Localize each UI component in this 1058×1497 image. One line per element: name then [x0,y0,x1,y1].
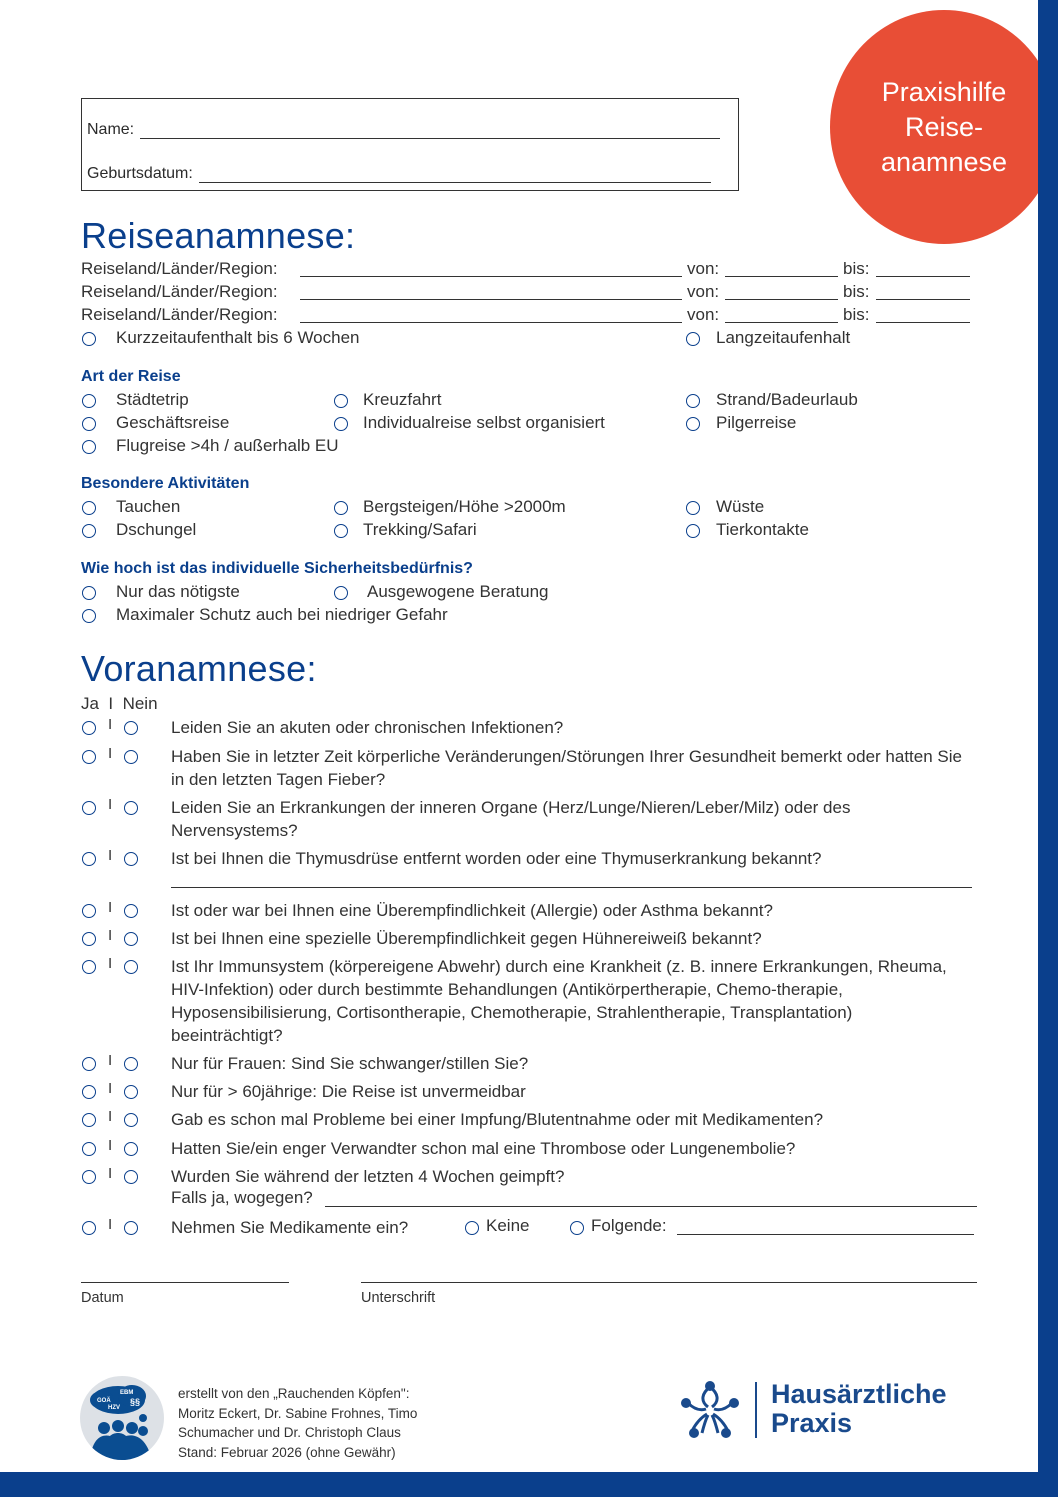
radio-no[interactable] [124,1113,138,1127]
separator: I [108,1108,113,1125]
question-text: Ist bei Ihnen die Thymusdrüse entfernt worden oder eine Thymuserkrankung bekannt? [171,849,822,868]
keine-label: Keine [486,1216,530,1235]
separator: I [108,927,113,944]
radio-ausgewogen[interactable] [334,586,348,600]
radio-noetigste[interactable] [82,586,96,600]
separator: I [108,1165,113,1182]
radio-kreuzfahrt[interactable] [334,394,348,408]
ja-nein-header: Ja I Nein [81,694,158,713]
question-text: Ist oder war bei Ihnen eine Überempfindlichkeit (Allergie) oder Asthma bekannt? [171,901,773,920]
reiseanamnese-heading: Reiseanamnese: [81,215,356,256]
credit-line: erstellt von den „Rauchenden Köpfen": [178,1386,410,1401]
dob-field[interactable] [199,168,711,183]
radio-yes[interactable] [82,721,96,735]
option-label: Bergsteigen/Höhe >2000m [363,497,566,516]
folgende-label: Folgende: [591,1216,667,1235]
radio-wueste[interactable] [686,501,700,515]
radio-pilgerreise[interactable] [686,417,700,431]
bis-field-1[interactable] [876,276,970,277]
radio-yes[interactable] [82,904,96,918]
separator: I [108,1137,113,1154]
brand-wordmark [771,1380,947,1438]
radio-no[interactable] [124,904,138,918]
svg-text:GOÄ: GOÄ [97,1398,111,1404]
medikamente-field[interactable] [677,1234,974,1235]
radio-trekking[interactable] [334,524,348,538]
art-der-reise-heading: Art der Reise [81,368,181,385]
bis-field-2[interactable] [876,299,970,300]
question-text: Nehmen Sie Medikamente ein? [171,1218,409,1237]
separator: I [108,1080,113,1097]
von-label: von: [687,282,720,301]
separator: I [108,899,113,916]
svg-text:§§: §§ [130,1397,141,1407]
badge-line: anamnese [880,146,1008,177]
question-text: Ist bei Ihnen eine spezielle Überempfindlichkeit gegen Hühnereiweiß bekannt? [171,929,762,948]
datum-field[interactable] [81,1282,289,1283]
rauchende-koepfe-logo [80,1376,164,1460]
option-label: Langzeitaufenhalt [716,328,851,347]
option-label: Maximaler Schutz auch bei niedriger Gefahr [116,605,448,624]
falls-ja-label: Falls ja, wogegen? [171,1188,313,1207]
question-text: Wurden Sie während der letzten 4 Wochen geimpft? [171,1167,565,1186]
option-label: Nur das nötigste [116,582,240,601]
bis-label: bis: [843,282,870,301]
radio-no[interactable] [124,852,138,866]
credit-line: Schumacher und Dr. Christoph Claus [178,1425,401,1440]
voranamnese-heading: Voranamnese: [81,648,317,689]
radio-individualreise[interactable] [334,417,348,431]
separator: I [108,796,113,813]
radio-no[interactable] [124,1057,138,1071]
radio-no[interactable] [124,721,138,735]
option-label: Kreuzfahrt [363,390,442,409]
separator: I [108,847,113,864]
region-field-3[interactable] [300,322,682,323]
separator: I [108,716,113,733]
von-label: von: [687,259,720,278]
thought-cloud-people-icon [80,1376,164,1460]
radio-yes[interactable] [82,1057,96,1071]
radio-yes[interactable] [82,960,96,974]
hausaerztliche-praxis-logo-icon [680,1381,740,1439]
dob-label: Geburtsdatum: [87,165,193,182]
credit-line: Moritz Eckert, Dr. Sabine Frohnes, Timo [178,1405,418,1421]
patient-id-box [81,98,739,191]
radio-yes[interactable] [82,1142,96,1156]
svg-text:HZV: HZV [108,1405,120,1411]
credits [178,1384,417,1462]
unterschrift-field[interactable] [361,1282,977,1283]
radio-yes[interactable] [82,852,96,866]
title-badge [830,10,1058,244]
option-label: Geschäftsreise [116,413,230,432]
badge-line: Praxishilfe [881,76,1007,107]
region-field-2[interactable] [300,299,682,300]
option-label: Kurzzeitaufenthalt bis 6 Wochen [116,328,360,347]
radio-langzeit[interactable] [686,332,700,346]
option-label: Individualreise selbst organisiert [363,413,605,432]
option-label: Strand/Badeurlaub [716,390,858,409]
radio-yes[interactable] [82,801,96,815]
radio-no[interactable] [124,932,138,946]
question-text: Leiden Sie an Erkrankungen der inneren Organe (Herz/Lunge/Nieren/Leber/Milz) oder des Nervensystems? [171,798,851,840]
region-field-1[interactable] [300,276,682,277]
radio-no[interactable] [124,1221,138,1235]
sicherheit-heading: Wie hoch ist das individuelle Sicherheitsbedürfnis? [81,560,473,577]
separator: I [108,1052,113,1069]
name-field[interactable] [140,124,720,139]
von-field-1[interactable] [725,276,838,277]
region-label: Reiseland/Länder/Region: [81,259,278,278]
radio-no[interactable] [124,801,138,815]
thymus-answer-field[interactable] [171,887,972,888]
question-text: Hatten Sie/ein enger Verwandter schon mal eine Thrombose oder Lungenembolie? [171,1139,796,1158]
option-label: Flugreise >4h / außerhalb EU [116,436,339,455]
radio-tauchen[interactable] [82,501,96,515]
region-label: Reiseland/Länder/Region: [81,282,278,301]
radio-strand[interactable] [686,394,700,408]
radio-yes[interactable] [82,1170,96,1184]
radio-no[interactable] [124,750,138,764]
radio-yes[interactable] [82,1113,96,1127]
radio-folgende[interactable] [570,1221,584,1235]
unterschrift-label: Unterschrift [361,1290,436,1306]
separator: I [108,1216,113,1233]
radio-flugreise[interactable] [82,440,96,454]
radio-no[interactable] [124,1170,138,1184]
option-label: Trekking/Safari [363,520,477,539]
radio-maximal[interactable] [82,609,96,623]
bis-label: bis: [843,259,870,278]
von-field-3[interactable] [725,322,838,323]
bottom-accent-bar [0,1472,1058,1497]
radio-yes[interactable] [82,932,96,946]
separator: I [108,745,113,762]
radio-dschungel[interactable] [82,524,96,538]
radio-no[interactable] [124,1142,138,1156]
question-text: Leiden Sie an akuten oder chronischen Infektionen? [171,718,564,737]
region-label: Reiseland/Länder/Region: [81,305,278,324]
datum-label: Datum [81,1290,124,1306]
question-text: Nur für > 60jährige: Die Reise ist unvermeidbar [171,1082,526,1101]
question-text: Ist Ihr Immunsystem (körpereigene Abwehr) durch eine Krankheit (z. B. innere Erkrankungen, Rheuma, HIV-Infektion) oder durch bestimmte Behandlungen (Antikörpertherapie, Chemo-therapie, Hyposensibilisierung, Cortisontherapie, Chemotherapie, Strahlentherapie, Transplantation) beeinträchtigt? [171,957,947,1045]
option-label: Städtetrip [116,390,189,409]
option-label: Tierkontakte [716,520,809,539]
question-text: Haben Sie in letzter Zeit körperliche Veränderungen/Störungen Ihrer Gesundheit bemerkt oder hatten Sie in den letzten Tagen Fieber? [171,747,962,789]
option-label: Tauchen [116,497,181,516]
radio-yes[interactable] [82,1085,96,1099]
brand-line: Hausärztliche [771,1379,947,1409]
name-row [87,121,720,139]
credit-line: Stand: Februar 2026 (ohne Gewähr) [178,1444,396,1460]
brand-divider [755,1382,757,1438]
radio-yes[interactable] [82,1221,96,1235]
von-label: von: [687,305,720,324]
dob-row [87,165,711,183]
bis-field-3[interactable] [876,322,970,323]
radio-kurzzeit[interactable] [82,332,96,346]
radio-tierkontakte[interactable] [686,524,700,538]
impfung-answer-field[interactable] [325,1206,977,1207]
question-text: Nur für Frauen: Sind Sie schwanger/stillen Sie? [171,1054,529,1073]
radio-bergsteigen[interactable] [334,501,348,515]
bis-label: bis: [843,305,870,324]
right-accent-bar [1038,0,1058,1497]
radio-staedtetrip[interactable] [82,394,96,408]
badge-line: Reise- [904,111,984,142]
option-label: Pilgerreise [716,413,797,432]
aktivitaeten-heading: Besondere Aktivitäten [81,475,250,492]
question-text: Gab es schon mal Probleme bei einer Impfung/Blutentnahme oder mit Medikamenten? [171,1110,824,1129]
svg-text:EBM: EBM [120,1390,134,1396]
radio-no[interactable] [124,960,138,974]
radio-keine[interactable] [465,1221,479,1235]
von-field-2[interactable] [725,299,838,300]
brand-line: Praxis [771,1408,853,1438]
option-label: Wüste [716,497,765,516]
option-label: Ausgewogene Beratung [367,582,549,601]
radio-no[interactable] [124,1085,138,1099]
name-label: Name: [87,121,135,138]
option-label: Dschungel [116,520,197,539]
radio-geschaeftsreise[interactable] [82,417,96,431]
separator: I [108,955,113,972]
radio-yes[interactable] [82,750,96,764]
